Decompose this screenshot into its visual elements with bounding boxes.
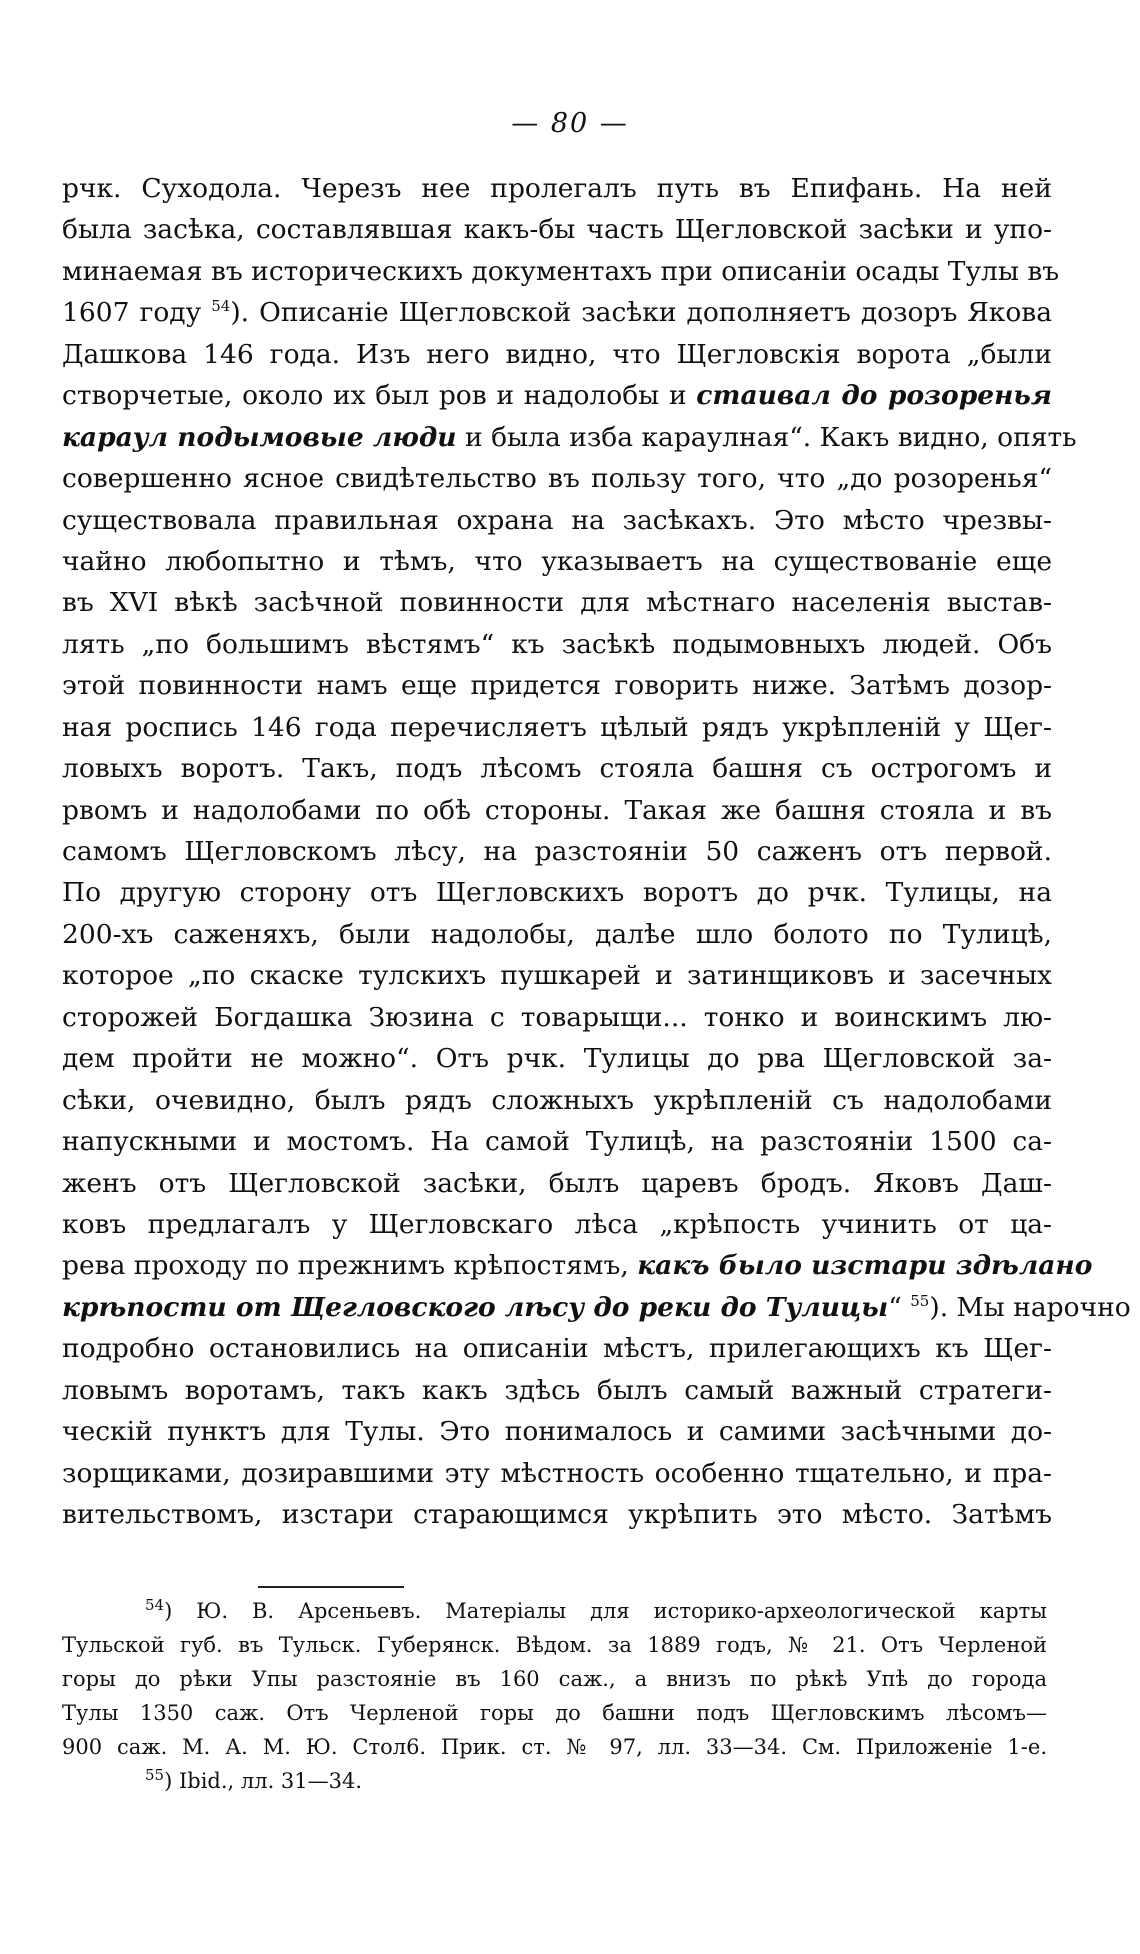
- text-line: [62, 458, 1052, 499]
- text-line: [62, 209, 1052, 250]
- text-line: [62, 500, 1052, 541]
- text-run: зорщиками, дозиравшими эту мѣстность особенно тщательно, и пра-: [62, 1457, 1052, 1489]
- footnote-ref: 54: [211, 297, 231, 316]
- text-run: которое „по скаске тулскихъ пушкарей и затинщиковъ и засечных: [62, 960, 1052, 992]
- text-run: самомъ Щегловскомъ лѣсу, на разстояніи 50 саженъ отъ первой.: [62, 836, 1052, 867]
- text-line: [62, 1287, 1131, 1328]
- text-line: [62, 1038, 1052, 1079]
- text-run: и была изба караулная“. Какъ видно, опять: [456, 421, 1077, 453]
- footnote-line: [62, 1628, 1047, 1662]
- text-line: [62, 665, 1052, 706]
- text-run: рвомъ и надолобами по обѣ стороны. Такая же башня стояла и въ: [62, 794, 1052, 826]
- text-run: Тулы 1350 саж. Отъ Черленой горы до башни подъ Щегловскимъ лѣсомъ—: [62, 1701, 1047, 1725]
- text-run: ловыхъ воротъ. Такъ, подъ лѣсомъ стояла башня съ острогомъ и: [62, 753, 1052, 785]
- text-line: [62, 375, 1052, 416]
- italic-quote: караул подымовые люди: [62, 421, 457, 453]
- text-line: [62, 1080, 1052, 1121]
- text-run: вительствомъ, изстари старающимся укрѣпить это мѣсто. Затѣмъ: [62, 1499, 1052, 1530]
- text-run: ). Описаніе Щегловской засѣки дополняетъ дозоръ Якова: [230, 297, 1052, 329]
- text-line: [62, 541, 1052, 582]
- footnote-line: [62, 1730, 1047, 1764]
- text-line: [62, 1121, 1052, 1162]
- text-run: “: [888, 1291, 911, 1323]
- text-run: была засѣка, составлявшая какъ-бы часть Щегловской засѣки и упо-: [62, 214, 1052, 246]
- text-line: [62, 1328, 1052, 1369]
- text-run: этой повинности намъ еще придется говорить ниже. Затѣмъ дозор-: [62, 670, 1052, 702]
- italic-quote: какъ было изстари здѣлано: [637, 1250, 1093, 1282]
- text-run: ловымъ воротамъ, такъ какъ здѣсь былъ самый важный стратеги-: [62, 1374, 1052, 1406]
- text-run: напускными и мостомъ. На самой Тулицѣ, на разстояніи 1500 са-: [62, 1126, 1052, 1158]
- text-line: [62, 582, 1052, 623]
- text-run: 900 саж. М. А. М. Ю. Стол6. Прик. ст. № 97, лл. 33—34. См. Приложеніе 1-е.: [62, 1735, 1047, 1759]
- footnote-ref: 55: [145, 1766, 165, 1784]
- footnote-divider: [258, 1586, 404, 1588]
- text-line: [62, 914, 1052, 955]
- text-run: рева проходу по прежнимъ крѣпостямъ,: [62, 1250, 638, 1282]
- text-run: 1607 году: [62, 297, 212, 329]
- text-line: [62, 1411, 1052, 1452]
- text-run: дем пройти не можно“. Отъ рчк. Тулицы до рва Щегловской за-: [62, 1043, 1052, 1075]
- text-line: [62, 831, 1052, 872]
- text-run: створчетые, около их был ров и надолобы и: [62, 380, 697, 412]
- text-run: горы до рѣки Упы разстояніе въ 160 саж., а внизъ по рѣкѣ Упѣ до города: [62, 1667, 1047, 1691]
- text-run: лять „по большимъ вѣстямъ“ къ засѣкѣ подымовныхъ людей. Объ: [62, 628, 1052, 660]
- text-line: [62, 1453, 1052, 1494]
- footnotes: [62, 1594, 1047, 1798]
- text-run: Тульской губ. въ Тульск. Губерянск. Вѣдом. за 1889 годъ, № 21. Отъ Черленой: [62, 1633, 1047, 1657]
- footnote-ref: 54: [145, 1596, 165, 1614]
- footnote-line: [62, 1594, 1047, 1628]
- text-line: [62, 1204, 1052, 1245]
- text-line: [62, 748, 1052, 789]
- footnote-line: [62, 1764, 1047, 1798]
- footnote-ref: 55: [910, 1291, 930, 1310]
- text-line: [62, 1494, 1052, 1535]
- text-line: [62, 1245, 1093, 1286]
- text-run: существовала правильная охрана на засѣкахъ. Это мѣсто чрезвы-: [62, 504, 1052, 536]
- text-line: [62, 1370, 1052, 1411]
- text-run: ческій пунктъ для Тулы. Это понималось и самими засѣчными до-: [62, 1416, 1052, 1448]
- text-run: 200-хъ саженяхъ, были надолобы, далѣе шло болото по Тулицѣ,: [62, 918, 1052, 950]
- text-run: ная роспись 146 года перечисляетъ цѣлый рядъ укрѣпленій у Щег-: [62, 711, 1052, 743]
- footnote-line: [62, 1696, 1047, 1730]
- text-run: сторожей Богдашка Зюзина с товарыщи... тонко и воинскимъ лю-: [62, 1001, 1052, 1033]
- text-run: въ XVI вѣкѣ засѣчной повинности для мѣстнаго населенія выстав-: [62, 587, 1052, 619]
- text-line: [62, 1163, 1052, 1204]
- italic-quote: стаивал до розоренья: [696, 380, 1052, 412]
- text-line: [62, 955, 1052, 996]
- text-run: ковъ предлагалъ у Щегловскаго лѣса „крѣпость учинить от ца-: [62, 1208, 1052, 1240]
- text-run: ) Ibid., лл. 31—34.: [164, 1769, 363, 1793]
- text-run: женъ отъ Щегловской засѣки, былъ царевъ бродъ. Яковъ Даш-: [62, 1167, 1052, 1199]
- text-run: По другую сторону отъ Щегловскихъ воротъ до рчк. Тулицы, на: [62, 877, 1052, 909]
- text-line: [62, 790, 1052, 831]
- text-line: [62, 168, 1052, 209]
- footnote-line: [62, 1662, 1047, 1696]
- text-line: [62, 997, 1052, 1038]
- text-run: Дашкова 146 года. Изъ него видно, что Щегловскія ворота „были: [62, 338, 1052, 370]
- text-run: минаемая въ историческихъ документахъ при описаніи осады Тулы въ: [62, 255, 1060, 287]
- body-text: [62, 168, 1131, 1535]
- text-run: ) Ю. В. Арсеньевъ. Матеріалы для историко-археологической карты: [164, 1599, 1047, 1623]
- text-run: чайно любопытно и тѣмъ, что указываетъ на существованіе еще: [62, 545, 1052, 577]
- text-line: [62, 872, 1052, 913]
- page-number: — 80 —: [511, 108, 629, 139]
- text-run: совершенно ясное свидѣтельство въ пользу того, что „до розоренья“: [62, 463, 1052, 495]
- text-line: [62, 292, 1052, 333]
- text-line: [62, 624, 1052, 665]
- text-run: ). Мы нарочно: [929, 1291, 1131, 1323]
- text-line: [62, 251, 1060, 292]
- text-line: [62, 334, 1052, 375]
- text-line: [62, 707, 1052, 748]
- text-run: рчк. Суходола. Черезъ нее пролегалъ путь въ Епифань. На ней: [62, 173, 1052, 204]
- italic-quote: крѣпости от Щегловского лѣсу до реки до Тулицы: [62, 1291, 889, 1323]
- text-run: сѣки, очевидно, былъ рядъ сложныхъ укрѣпленій съ надолобами: [62, 1084, 1052, 1116]
- text-line: [62, 417, 1077, 458]
- text-run: подробно остановились на описаніи мѣстъ, прилегающихъ къ Щег-: [62, 1333, 1052, 1365]
